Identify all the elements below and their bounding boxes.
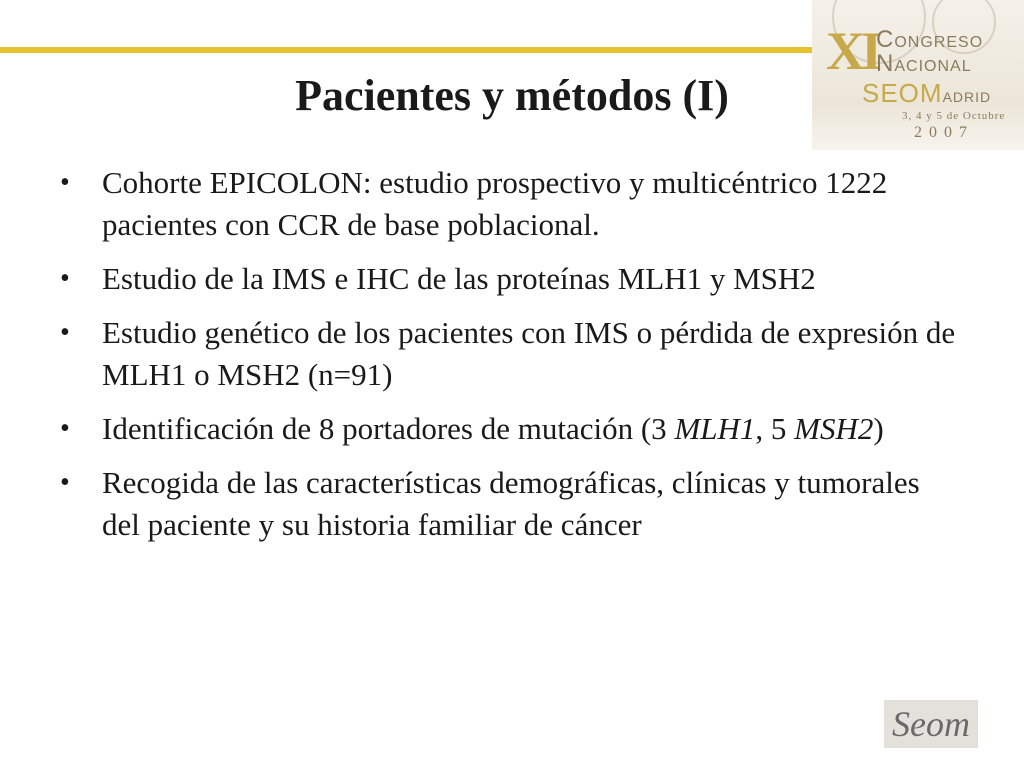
gene-msh2: MSH2 — [794, 411, 874, 446]
bullet-text: Cohorte EPICOLON: estudio prospectivo y multicéntrico 1222 pacientes con CCR de base poblacional. — [102, 165, 888, 242]
bullet-item — [58, 162, 958, 246]
bullet-item — [58, 258, 958, 300]
bullet-text: Estudio genético de los pacientes con IMS o pérdida de expresión de MLH1 o MSH2 (n=91) — [102, 315, 956, 392]
congress-line-2: NACIONAL — [876, 50, 972, 77]
bullet-text: Identificación de 8 portadores de mutación (3 MLH1, 5 MSH2) — [102, 411, 884, 446]
slide-title: Pacientes y métodos (I) — [295, 71, 729, 120]
gene-mlh1: MLH1 — [674, 411, 756, 446]
bullet-list — [58, 162, 958, 558]
bullet-item — [58, 312, 958, 396]
bullet-text: Estudio de la IMS e IHC de las proteínas MLH1 y MSH2 — [102, 261, 816, 296]
bullet-dot-icon: • — [60, 167, 70, 198]
congress-roman-numeral: XI — [826, 21, 879, 81]
bullet-item — [58, 408, 958, 450]
bullet-dot-icon: • — [60, 467, 70, 498]
bullet-dot-icon: • — [60, 317, 70, 348]
title-accent-rule — [0, 47, 812, 53]
congress-line-1: CONGRESO — [876, 26, 984, 53]
bullet-text: Recogida de las características demográficas, clínicas y tumorales del paciente y su historia familiar de cáncer — [102, 465, 920, 542]
bullet-dot-icon: • — [60, 263, 70, 294]
congress-dates: 3, 4 y 5 de Octubre — [902, 110, 1006, 122]
congress-year: 2007 — [914, 124, 974, 141]
bullet-dot-icon: • — [60, 413, 70, 444]
bullet-item — [58, 462, 958, 546]
seom-logo: Seom — [884, 700, 978, 748]
seom-madrid-label: SEOMADRID — [862, 78, 992, 108]
